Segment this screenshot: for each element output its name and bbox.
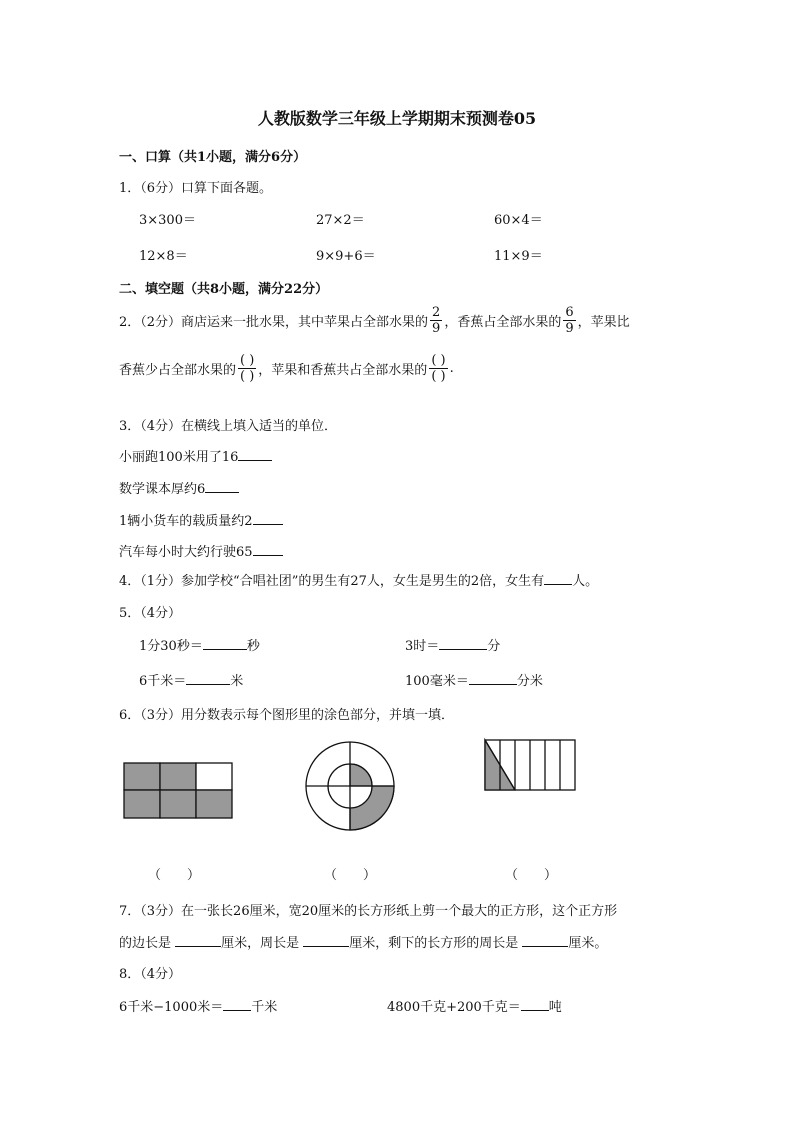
q3-line-3 xyxy=(119,510,283,529)
q5-item-1-post: 秒 xyxy=(246,639,260,654)
fraction-numerator: ( ) xyxy=(431,353,446,368)
shaded-cell xyxy=(124,763,160,790)
q3-line-2-text: 数学课本厚约6 xyxy=(119,482,206,497)
q7-text-c: 厘米，剩下的长方形的周长是 xyxy=(349,936,523,951)
q2-text-4: 香蕉少占全部水果的 xyxy=(119,363,237,378)
answer-blank[interactable] xyxy=(186,683,230,685)
q3-line-1-text: 小丽跑100米用了16 xyxy=(119,450,239,465)
fraction-2-9 xyxy=(430,305,442,336)
q1-item-2: 27×2＝ xyxy=(316,213,365,228)
q1-item-4: 12×8＝ xyxy=(139,249,188,264)
q4-text-b: 人。 xyxy=(572,574,599,589)
q5-item-2 xyxy=(405,635,500,654)
q8-item-2 xyxy=(387,996,562,1015)
answer-blank[interactable] xyxy=(469,683,517,685)
answer-blank[interactable] xyxy=(175,945,221,947)
q1-item-3: 60×4＝ xyxy=(494,213,543,228)
q8-item-1-post: 千米 xyxy=(251,1000,278,1015)
q6-answer-1[interactable]: （ ） xyxy=(148,868,201,883)
q4-text-a: 4．（1分）参加学校“合唱社团”的男生有27人，女生是男生的2倍，女生有 xyxy=(119,574,545,589)
question-2-line-1 xyxy=(119,305,630,336)
fraction-denominator: 9 xyxy=(565,321,574,336)
fraction-6-9 xyxy=(563,305,575,336)
q3-line-4 xyxy=(119,541,283,560)
q2-text-3: ，苹果比 xyxy=(577,315,630,330)
q6-answer-3[interactable]: （ ） xyxy=(505,868,558,883)
q5-item-2-pre: 3时＝ xyxy=(405,639,440,654)
figure-rectangle-grid xyxy=(120,758,236,822)
q2-text-5: ，苹果和香蕉共占全部水果的 xyxy=(258,363,428,378)
q3-line-2 xyxy=(119,478,239,497)
answer-blank[interactable] xyxy=(439,648,487,650)
answer-blank[interactable] xyxy=(238,459,272,461)
q8-item-1 xyxy=(119,996,277,1015)
q5-item-4-post: 分米 xyxy=(516,674,543,689)
question-5-stem: 5．（4分） xyxy=(119,606,182,621)
section-heading-2: 二、填空题（共8小题，满分22分） xyxy=(119,282,329,297)
fraction-denominator: ( ) xyxy=(431,369,446,384)
question-2-line-2 xyxy=(119,353,454,384)
shaded-cell xyxy=(124,790,160,818)
q2-text-2: ，香蕉占全部水果的 xyxy=(444,315,562,330)
question-6-stem: 6．（3分）用分数表示每个图形里的涂色部分，并填一填． xyxy=(119,708,455,723)
unshaded-cell xyxy=(196,763,232,790)
page-title: 人教版数学三年级上学期期末预测卷05 xyxy=(257,109,537,128)
answer-blank[interactable] xyxy=(223,1009,251,1011)
q8-item-2-pre: 4800千克+200千克＝ xyxy=(387,1000,521,1015)
q6-answer-2[interactable]: （ ） xyxy=(324,868,377,883)
q1-item-1: 3×300＝ xyxy=(139,213,196,228)
q7-text-a: 的边长是 xyxy=(119,936,176,951)
q7-text-b: 厘米，周长是 xyxy=(221,936,304,951)
fraction-denominator: 9 xyxy=(432,321,441,336)
q8-item-1-pre: 6千米−1000米＝ xyxy=(119,1000,224,1015)
fraction-denominator: ( ) xyxy=(240,369,255,384)
question-7-line-1: 7．（3分）在一张长26厘米，宽20厘米的长方形纸上剪一个最大的正方形，这个正方形 xyxy=(119,904,618,919)
q5-item-3 xyxy=(139,670,243,689)
fraction-numerator: 6 xyxy=(565,305,574,320)
answer-blank[interactable] xyxy=(253,523,283,525)
answer-blank[interactable] xyxy=(303,945,349,947)
fraction-blank-1[interactable] xyxy=(238,353,256,384)
q5-item-3-pre: 6千米＝ xyxy=(139,674,187,689)
shaded-cell xyxy=(160,790,196,818)
fraction-blank-2[interactable] xyxy=(429,353,447,384)
q5-item-4-pre: 100毫米＝ xyxy=(405,674,469,689)
q3-line-4-text: 汽车每小时大约行驶65 xyxy=(119,545,253,560)
q8-item-2-post: 吨 xyxy=(548,1000,562,1015)
question-4 xyxy=(119,570,598,589)
question-3-stem: 3．（4分）在横线上填入适当的单位． xyxy=(119,419,338,434)
q1-item-6: 11×9＝ xyxy=(494,249,543,264)
shaded-cell xyxy=(160,763,196,790)
fraction-numerator: ( ) xyxy=(240,353,255,368)
figure-circle xyxy=(302,738,398,834)
q5-item-4 xyxy=(405,670,543,689)
shaded-cell xyxy=(196,790,232,818)
q5-item-1 xyxy=(139,635,260,654)
q1-item-5: 9×9+6＝ xyxy=(316,249,376,264)
q5-item-3-post: 米 xyxy=(230,674,244,689)
answer-blank[interactable] xyxy=(521,1009,549,1011)
q3-line-3-text: 1辆小货车的载质量约2 xyxy=(119,514,253,529)
figure-strips xyxy=(482,737,578,793)
q7-text-d: 厘米。 xyxy=(568,936,608,951)
question-8-stem: 8．（4分） xyxy=(119,967,182,982)
q2-text-1: 2．（2分）商店运来一批水果，其中苹果占全部水果的 xyxy=(119,315,429,330)
answer-blank[interactable] xyxy=(205,491,239,493)
q5-item-2-post: 分 xyxy=(487,639,501,654)
q5-item-1-pre: 1分30秒＝ xyxy=(139,639,203,654)
q3-line-1 xyxy=(119,446,272,465)
section-heading-1: 一、口算（共1小题，满分6分） xyxy=(119,150,307,165)
answer-blank[interactable] xyxy=(522,945,568,947)
fraction-numerator: 2 xyxy=(432,305,441,320)
question-7-line-2 xyxy=(119,932,607,951)
answer-blank[interactable] xyxy=(544,583,572,585)
q2-text-6: . xyxy=(449,361,454,376)
answer-blank[interactable] xyxy=(253,554,283,556)
answer-blank[interactable] xyxy=(203,648,247,650)
question-1-stem: 1．（6分）口算下面各题。 xyxy=(119,181,273,196)
